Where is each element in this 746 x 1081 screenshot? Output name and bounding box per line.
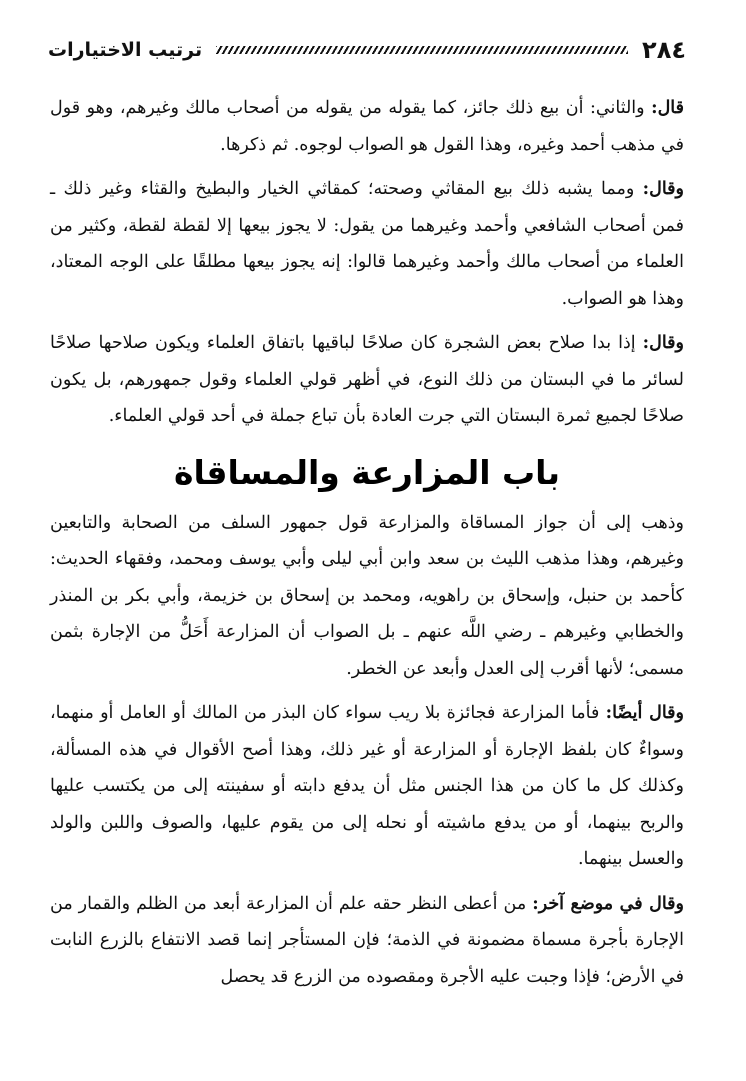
header-hatched-rule — [216, 46, 628, 54]
paragraph — [50, 695, 684, 878]
paragraph-text: ومما يشبه ذلك بيع المقاثي وصحته؛ كمقاثي الخيار والبطيخ والقثاء وغير ذلك ـ فمن أصحاب الشافعي وأحمد وغيرهما من يقول: لا يجوز بيعها إلا لقطة لقطة، وكثير من العلماء من أصحاب مالك وأحمد وغيرهما قالوا: إنه يجوز بيعها مطلقًا على الوجه المعتاد، وهذا هو الصواب. — [50, 179, 684, 309]
page-header — [48, 30, 686, 70]
paragraph — [50, 325, 684, 435]
paragraph-text: من أعطى النظر حقه علم أن المزارعة أبعد من الظلم والقمار من الإجارة بأجرة مسماة مضمونة في الذمة؛ فإن المستأجر إنما قصد الانتفاع بالزرع النابت في الأرض؛ فإذا وجبت عليه الأجرة ومقصوده من الزرع قد يحصل — [50, 893, 684, 987]
paragraph-lead: وقال أيضًا: — [605, 703, 685, 723]
paragraph-text: فأما المزارعة فجائزة بلا ريب سواء كان البذر من المالك أو العامل أو منهما، وسواءٌ كان بلفظ الإجارة أو المزارعة أو غير ذلك، وهذا أصح الأقوال في هذه المسألة، وكذلك كل ما كان من هذا الجنس مثل أن يدفع دابته أو سفينته إلى من يكتسب عليها والربح بينهما، أو من يدفع ماشيته أو نحله إلى من يقوم عليها، والصوف واللبن والولد والعسل بينهما. — [50, 703, 684, 869]
page-body — [50, 90, 684, 995]
paragraph-text: وذهب إلى أن جواز المساقاة والمزارعة قول جمهور السلف من الصحابة والتابعين وغيرهم، وهذا مذهب الليث بن سعد وابن أبي ليلى وأبي يوسف ومحمد، وفقهاء الحديث: كأحمد بن حنبل، وإسحاق بن راهويه، ومحمد بن إسحاق بن خزيمة، وأبي بكر بن المنذر والخطابي وغيرهم ـ رضي اللَّه عنهم ـ بل الصواب أن المزارعة أَحَلُّ من الإجارة بثمن مسمى؛ لأنها أقرب إلى العدل وأبعد عن الخطر. — [50, 512, 684, 679]
paragraph — [50, 886, 684, 996]
page-number: ٢٨٤ — [642, 36, 686, 64]
paragraph-text: إذا بدا صلاح بعض الشجرة كان صلاحًا لباقيها باتفاق العلماء ويكون صلاحها صلاحًا لسائر ما في البستان من ذلك النوع، في أظهر قولي العلماء وقول جمهورهم، بل يكون صلاحًا لجميع ثمرة البستان التي جرت العادة بأن تباع جملة في أحد قولي العلماء. — [50, 333, 684, 426]
paragraph-text: والثاني: أن بيع ذلك جائز، كما يقوله من يقوله من أصحاب مالك وغيرهم، وهو قول في مذهب أحمد وغيره، وهذا القول هو الصواب لوجوه. ثم ذكرها. — [50, 98, 684, 155]
paragraph — [50, 90, 684, 163]
chapter-heading: باب المزارعة والمساقاة — [174, 452, 560, 492]
running-title: ترتيب الاختيارات — [48, 39, 203, 61]
paragraph — [50, 505, 684, 688]
paragraph-lead: وقال في موضع آخر: — [532, 893, 684, 914]
paragraph-lead: وقال: — [642, 179, 684, 199]
paragraph — [50, 171, 684, 317]
paragraph-lead: قال: — [651, 98, 684, 118]
paragraph-lead: وقال: — [642, 333, 684, 353]
